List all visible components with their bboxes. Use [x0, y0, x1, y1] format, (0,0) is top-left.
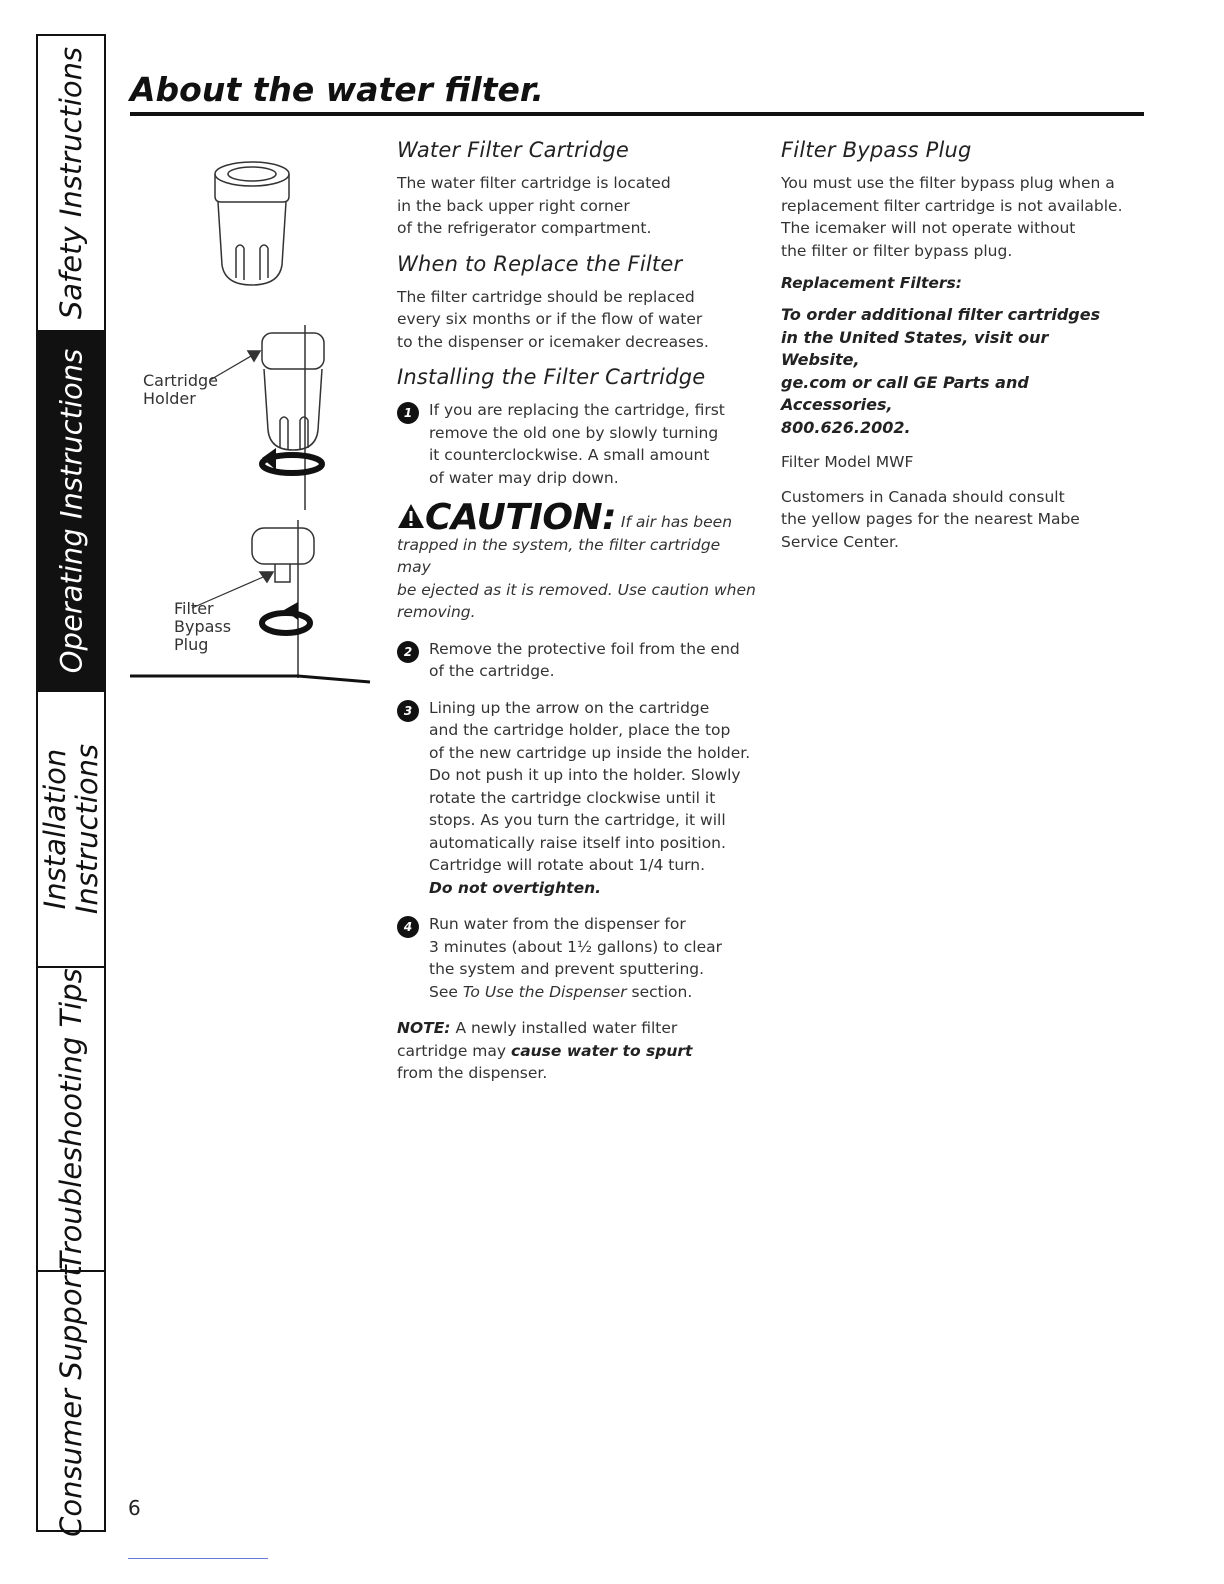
text-line: of the new cartridge up inside the holder.	[429, 743, 751, 762]
text-line: The icemaker will not operate without	[781, 219, 1076, 237]
label-line: Plug	[174, 635, 209, 654]
note-text	[397, 1017, 757, 1085]
text-line: the system and prevent sputtering.	[429, 960, 705, 978]
filter-model-text: Filter Model MWF	[781, 453, 914, 471]
text-line: If air has been	[620, 513, 733, 531]
text-line: If you are replacing the cartridge, first	[429, 401, 725, 419]
text-line: automatically raise itself into position.	[429, 833, 726, 852]
text-line: cartridge may	[397, 1041, 507, 1060]
caution-word: CAUTION:	[425, 497, 616, 538]
text-line: A newly installed water filter	[455, 1019, 678, 1037]
text-line: in the back upper right corner	[397, 196, 630, 215]
text-line: See	[429, 982, 458, 1001]
page-number: 6	[128, 1496, 141, 1520]
text-line: section.	[631, 982, 693, 1001]
text-line: replacement filter cartridge is not available.	[781, 196, 1123, 215]
text-line: Do not push it up into the holder. Slowly	[429, 766, 741, 784]
tab-label-line: Installation	[38, 748, 73, 910]
bypass-plug-column	[781, 138, 1131, 565]
text-line: To order additional filter cartridges	[781, 305, 1101, 324]
text-line: You must use the filter bypass plug when a	[781, 174, 1115, 192]
text-line: 3 minutes (about 1½ gallons) to clear	[429, 937, 722, 956]
text-line: ge.com or call GE Parts and Accessories,	[781, 372, 1029, 414]
section-heading-when-to-replace: When to Replace the Filter	[397, 251, 683, 276]
section-heading-filter-bypass-plug: Filter Bypass Plug	[781, 138, 972, 162]
step-number-badge: 1	[397, 402, 419, 424]
tab-label-line: Instructions	[70, 743, 105, 915]
canada-info-text	[781, 486, 1131, 554]
text-line: The filter cartridge should be replaced	[397, 287, 695, 306]
step-number-badge: 2	[397, 641, 419, 663]
tab-troubleshooting-tips[interactable]	[38, 968, 104, 1272]
text-line: the filter or filter bypass plug.	[781, 241, 1013, 260]
text-line: Service Center.	[781, 532, 899, 551]
text-line: every six months or if the flow of water	[397, 310, 703, 328]
text-line: in the United States, visit our Website,	[781, 327, 1049, 369]
text-line: Cartridge will rotate about 1/4 turn.	[429, 856, 706, 874]
text-line: from the dispenser.	[397, 1064, 548, 1082]
phone-number: 800.626.2002.	[781, 417, 911, 437]
cartridge-holder-icon	[210, 325, 324, 510]
warning-triangle-icon	[397, 503, 425, 529]
text-line: of the cartridge.	[429, 662, 555, 680]
tab-installation-instructions[interactable]	[38, 692, 104, 968]
filter-cartridge-icon	[215, 162, 289, 285]
section-tabs	[36, 34, 106, 1537]
text-line: The water filter cartridge is located	[397, 174, 671, 192]
text-line: remove the old one by slowly turning	[429, 423, 719, 442]
order-info-text	[781, 304, 1131, 439]
tab-label	[39, 744, 103, 914]
bypass-plug-label	[174, 600, 231, 654]
text-line: the yellow pages for the nearest Mabe	[781, 510, 1080, 528]
filter-diagram	[130, 130, 380, 700]
tab-safety-instructions[interactable]	[38, 36, 104, 332]
step-number-badge: 4	[397, 916, 419, 938]
rotate-clockwise-icon	[262, 602, 310, 633]
install-step-1	[397, 399, 757, 489]
text-line: stops. As you turn the cartridge, it will	[429, 811, 726, 829]
bypass-plug-text	[781, 172, 1131, 262]
text-line: trapped in the system, the filter cartridge may	[397, 535, 721, 576]
text-line: rotate the cartridge clockwise until it	[429, 788, 716, 807]
section-heading-installing: Installing the Filter Cartridge	[397, 365, 706, 389]
replacement-filters-label: Replacement Filters:	[781, 274, 962, 292]
section-heading-water-filter-cartridge: Water Filter Cartridge	[397, 138, 630, 162]
tab-label: Troubleshooting Tips	[54, 968, 89, 1270]
replace-interval-text	[397, 286, 757, 354]
instructions-column	[397, 138, 757, 1097]
tab-label: Consumer Support	[54, 1265, 89, 1537]
label-line: Holder	[143, 389, 196, 408]
bypass-plug-icon	[130, 520, 370, 682]
text-line: Run water from the dispenser for	[429, 915, 686, 933]
tab-consumer-support[interactable]	[38, 1265, 104, 1537]
rotate-counterclockwise-icon	[262, 448, 322, 473]
step-number-badge: 3	[397, 700, 419, 722]
install-step-3	[397, 697, 757, 900]
text-line: be ejected as it is removed. Use caution when	[397, 580, 756, 599]
emphasis-text: cause water to spurt	[511, 1041, 693, 1060]
note-label: NOTE:	[397, 1019, 451, 1037]
emphasis-text: Do not overtighten.	[429, 878, 602, 897]
text-line: Remove the protective foil from the end	[429, 639, 740, 658]
cartridge-holder-label	[143, 372, 218, 408]
label-line: Cartridge	[143, 371, 219, 390]
text-line: Lining up the arrow on the cartridge	[429, 698, 710, 717]
label-line: Filter	[174, 599, 214, 618]
text-line: and the cartridge holder, place the top	[429, 721, 731, 739]
footer-divider	[128, 1558, 268, 1559]
text-line: of water may drip down.	[429, 468, 619, 487]
install-step-4	[397, 913, 757, 1003]
text-line: of the refrigerator compartment.	[397, 219, 652, 237]
tab-label: Operating Instructions	[54, 348, 88, 674]
text-line: removing.	[397, 603, 476, 621]
filter-illustrations	[130, 130, 380, 700]
text-line: it counterclockwise. A small amount	[429, 446, 710, 464]
tab-operating-instructions[interactable]	[38, 332, 104, 692]
caution-notice	[397, 497, 757, 624]
install-step-2	[397, 638, 757, 683]
title-divider	[130, 112, 1144, 116]
cartridge-location-text	[397, 172, 757, 240]
text-line: Customers in Canada should consult	[781, 487, 1065, 506]
section-reference: To Use the Dispenser	[462, 982, 627, 1001]
label-line: Bypass	[174, 617, 232, 636]
tab-label: Safety Instructions	[54, 46, 88, 320]
text-line: to the dispenser or icemaker decreases.	[397, 332, 709, 351]
page-title: About the water filter.	[130, 70, 544, 109]
